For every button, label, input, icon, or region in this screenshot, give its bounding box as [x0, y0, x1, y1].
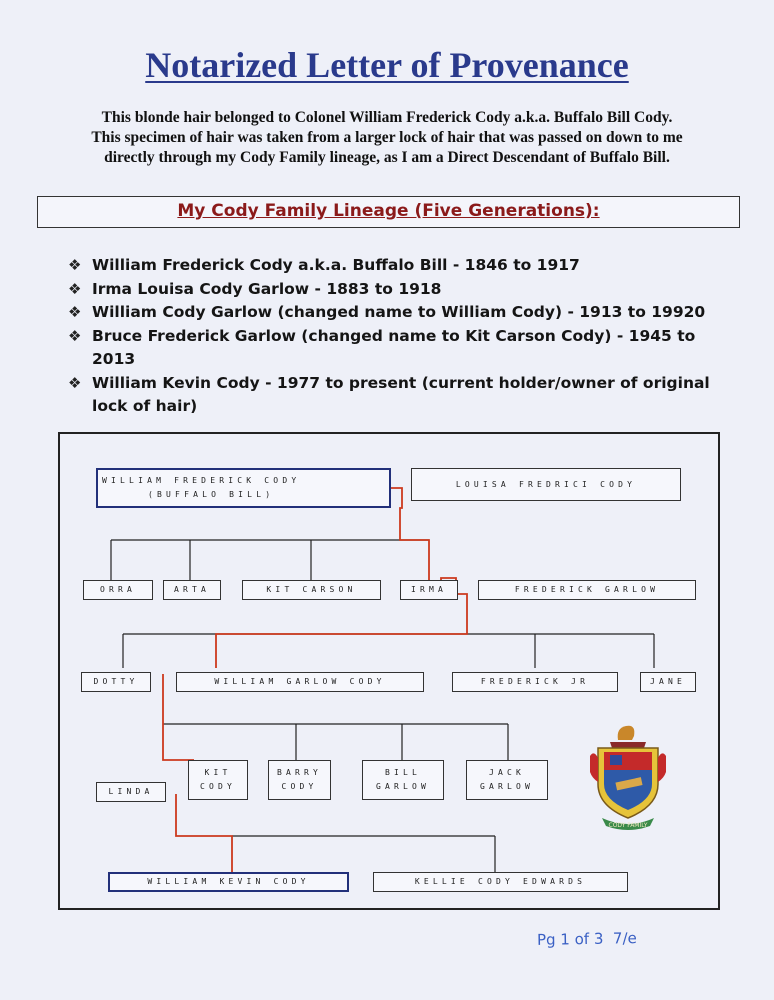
generation-item: ❖ William Frederick Cody a.k.a. Buffalo Bill - 1846 to 1917 [68, 254, 742, 278]
tree-node-kit-carson: KIT CARSON [242, 580, 381, 600]
intro-line: This specimen of hair was taken from a larger lock of hair that was passed on down to me [91, 129, 683, 146]
generation-item: ❖ William Kevin Cody - 1977 to present (current holder/owner of original lock of hair) [68, 373, 710, 415]
tree-node-irma: IRMA [400, 580, 458, 600]
tree-node-frederick-jr: FREDERICK JR [452, 672, 618, 692]
handwritten-initials: 7/e [612, 929, 637, 948]
diamond-bullet-icon: ❖ [68, 256, 82, 274]
handwritten-page-note: Pg 1 of 3 7/e [536, 929, 637, 949]
tree-node-kit-cody: KIT CODY [188, 760, 248, 800]
tree-node-barry-cody: BARRY CODY [268, 760, 331, 800]
page-title: Notarized Letter of Provenance [145, 45, 629, 85]
tree-node-bill-garlow: BILL GARLOW [362, 760, 444, 800]
tree-node-arta: ARTA [163, 580, 221, 600]
tree-node-william-garlow-cody: WILLIAM GARLOW CODY [176, 672, 424, 692]
tree-node-orra: ORRA [83, 580, 153, 600]
tree-node-frederick-garlow: FREDERICK GARLOW [478, 580, 696, 600]
crest-caption: CODY FAMILY [608, 822, 648, 829]
intro-line: directly through my Cody Family lineage, as I am a Direct Descendant of Buffalo Bill. [104, 149, 670, 166]
tree-node-jack-garlow: JACK GARLOW [466, 760, 548, 800]
tree-node-william-kevin-cody: WILLIAM KEVIN CODY [108, 872, 349, 892]
generation-item: ❖ Irma Louisa Cody Garlow - 1883 to 1918 [68, 278, 742, 302]
tree-node-william-frederick-cody: WILLIAM FREDERICK CODY (BUFFALO BILL) [96, 468, 391, 508]
tree-node-kellie-cody-edwards: KELLIE CODY EDWARDS [373, 872, 628, 892]
generation-item: ❖ Bruce Frederick Garlow (changed name to Kit Carson Cody) - 1945 to 2013 [68, 326, 696, 368]
diamond-bullet-icon: ❖ [68, 279, 82, 298]
generation-item: ❖ William Cody Garlow (changed name to William Cody) - 1913 to 19920 [68, 301, 742, 325]
cody-family-crest-icon [588, 722, 668, 834]
intro-line: This blonde hair belonged to Colonel William Frederick Cody a.k.a. Buffalo Bill Cody. [101, 109, 673, 126]
lineage-heading: My Cody Family Lineage (Five Generations): [177, 201, 600, 221]
diamond-bullet-icon: ❖ [68, 326, 82, 345]
tree-node-linda: LINDA [96, 782, 166, 802]
diamond-bullet-icon: ❖ [68, 373, 82, 392]
tree-node-jane: JANE [640, 672, 696, 692]
diamond-bullet-icon: ❖ [68, 303, 82, 321]
tree-node-louisa-fredrici-cody: LOUISA FREDRICI CODY [411, 468, 681, 501]
tree-node-dotty: DOTTY [81, 672, 151, 692]
